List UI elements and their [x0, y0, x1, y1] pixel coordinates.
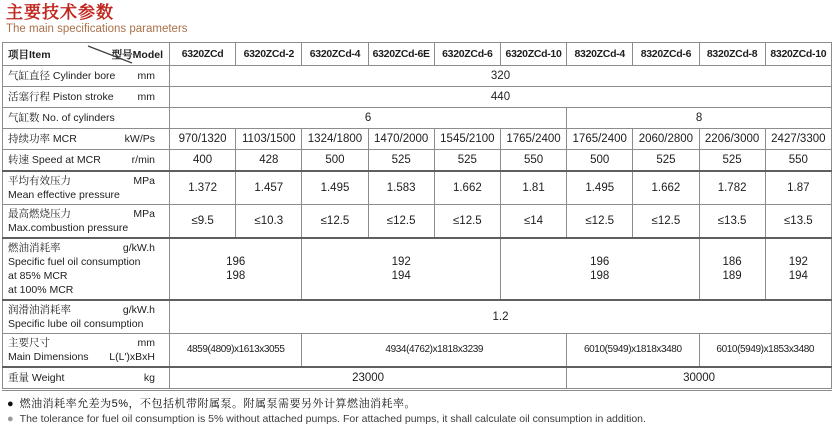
title-block — [2, 3, 832, 37]
footnote-zh — [7, 397, 832, 412]
value-cell: ≤14 — [500, 205, 566, 239]
row-label-cell — [3, 334, 170, 368]
spec-row — [3, 334, 832, 368]
value-cell: 8 — [567, 108, 832, 129]
spec-row — [3, 205, 832, 239]
value-cell: ≤10.3 — [236, 205, 302, 239]
value-cell: 30000 — [567, 367, 832, 390]
spec-row — [3, 367, 832, 390]
row-label-text: 重量 Weight — [8, 372, 65, 384]
value-cell: 2206/3000 — [699, 129, 765, 150]
row-unit: MPa — [133, 208, 155, 220]
row-label-cell — [3, 150, 170, 172]
value-cell: ≤12.5 — [302, 205, 368, 239]
row-unit: g/kW.h — [122, 242, 155, 254]
row-unit: g/kW.h — [122, 304, 155, 316]
value-cell: 1.2 — [170, 300, 832, 334]
spec-row — [3, 238, 832, 300]
footnotes — [2, 397, 832, 427]
value-cell: ≤13.5 — [699, 205, 765, 239]
value-cell: 1765/2400 — [500, 129, 566, 150]
value-cell: 23000 — [170, 367, 567, 390]
specifications-table — [2, 42, 832, 391]
value-cell: 2060/2800 — [633, 129, 699, 150]
row-label-text: 最高燃烧压力 — [8, 208, 71, 220]
value-cell: 400 — [170, 150, 236, 172]
value-cell: 1.583 — [368, 171, 434, 205]
value-cell: 1103/1500 — [236, 129, 302, 150]
value-cell: 550 — [765, 150, 831, 172]
value-cell: 1.495 — [567, 171, 633, 205]
value-cell: ≤12.5 — [368, 205, 434, 239]
value-cell: 196 198 — [170, 238, 302, 300]
value-cell: 1.495 — [302, 171, 368, 205]
spec-row — [3, 300, 832, 334]
value-cell: 1.457 — [236, 171, 302, 205]
row-label-text: 气缸直径 Cylinder bore — [8, 70, 116, 82]
value-cell: 525 — [368, 150, 434, 172]
row-label-text: Mean effective pressure — [8, 189, 120, 201]
value-cell: 6010(5949)x1853x3480 — [699, 334, 832, 368]
row-label-text: Main Dimensions — [8, 351, 89, 363]
value-cell: 192 194 — [765, 238, 831, 300]
spec-row — [3, 108, 832, 129]
value-cell: 500 — [567, 150, 633, 172]
row-label-text: at 100% MCR — [8, 284, 74, 296]
value-cell: 1545/2100 — [434, 129, 500, 150]
value-cell: 1.662 — [633, 171, 699, 205]
value-cell: 192 194 — [302, 238, 501, 300]
row-label-cell — [3, 171, 170, 205]
spec-row — [3, 129, 832, 150]
spec-row — [3, 150, 832, 172]
bullet-icon: ● — [7, 398, 14, 410]
value-cell: 525 — [434, 150, 500, 172]
model-column-header: 8320ZCd-8 — [699, 43, 765, 66]
value-cell: 1765/2400 — [567, 129, 633, 150]
value-cell: 500 — [302, 150, 368, 172]
row-unit: kg — [143, 372, 155, 384]
row-label-cell — [3, 238, 170, 300]
row-label-cell — [3, 87, 170, 108]
value-cell: ≤12.5 — [633, 205, 699, 239]
value-cell: 440 — [170, 87, 832, 108]
value-cell: 196 198 — [500, 238, 699, 300]
row-label-text: Specific fuel oil consumption — [8, 256, 141, 268]
row-unit: r/min — [131, 154, 155, 166]
row-label-text: at 85% MCR — [8, 270, 68, 282]
model-column-header: 8320ZCd-4 — [567, 43, 633, 66]
row-unit: kW/Ps — [124, 133, 155, 145]
row-unit: MPa — [133, 175, 155, 187]
row-label-cell — [3, 129, 170, 150]
row-unit: L(L')xBxH — [109, 351, 155, 363]
row-label-text: Max.combustion pressure — [8, 222, 129, 234]
value-cell: 6010(5949)x1818x3480 — [567, 334, 699, 368]
model-column-header: 6320ZCd-4 — [302, 43, 368, 66]
value-cell: 1.662 — [434, 171, 500, 205]
footnote-en — [7, 412, 832, 427]
footnote-text-zh: 燃油消耗率允差为5%，不包括机带附属泵。附属泵需要另外计算燃油消耗率。 — [19, 398, 417, 410]
model-column-header: 6320ZCd-6 — [434, 43, 500, 66]
value-cell: ≤9.5 — [170, 205, 236, 239]
footnote-text-en: The tolerance for fuel oil consumption is 5% without attached pumps. For attached pumps, it shall calculate oil consumption in addition. — [19, 413, 646, 425]
value-cell: ≤12.5 — [434, 205, 500, 239]
row-label-text: 润滑油消耗率 — [8, 304, 71, 316]
model-header-label: 型号Model — [111, 48, 163, 61]
model-column-header: 6320ZCd-6E — [368, 43, 434, 66]
value-cell: 1.372 — [170, 171, 236, 205]
value-cell: 1.81 — [500, 171, 566, 205]
spec-row — [3, 87, 832, 108]
value-cell: 1.87 — [765, 171, 831, 205]
model-column-header: 6320ZCd-2 — [236, 43, 302, 66]
value-cell: 186 189 — [699, 238, 765, 300]
row-label-text: 活塞行程 Piston stroke — [8, 91, 114, 103]
value-cell: ≤13.5 — [765, 205, 831, 239]
item-model-header-cell — [3, 43, 170, 66]
page-subtitle: The main specifications parameters — [6, 23, 188, 35]
row-label-cell — [3, 367, 170, 390]
value-cell: 1.782 — [699, 171, 765, 205]
value-cell: 970/1320 — [170, 129, 236, 150]
row-label-cell — [3, 205, 170, 239]
value-cell: 525 — [699, 150, 765, 172]
bullet-icon: ● — [7, 413, 14, 425]
value-cell: 4934(4762)x1818x3239 — [302, 334, 567, 368]
value-cell: 550 — [500, 150, 566, 172]
row-label-cell — [3, 300, 170, 334]
value-cell: 1470/2000 — [368, 129, 434, 150]
value-cell: 320 — [170, 66, 832, 87]
page-title: 主要技术参数 — [6, 3, 114, 22]
spec-row — [3, 171, 832, 205]
value-cell: 525 — [633, 150, 699, 172]
row-unit: mm — [137, 70, 155, 82]
model-column-header: 6320ZCd-10 — [500, 43, 566, 66]
row-unit: mm — [137, 337, 155, 349]
row-label-text: 持续功率 MCR — [8, 133, 77, 145]
row-unit: mm — [137, 91, 155, 103]
model-column-header: 6320ZCd — [170, 43, 236, 66]
row-label-text: 转速 Speed at MCR — [8, 154, 101, 166]
row-label-cell — [3, 66, 170, 87]
row-label-text: 燃油消耗率 — [8, 242, 61, 254]
row-label-text: Specific lube oil consumption — [8, 318, 144, 330]
row-label-cell — [3, 108, 170, 129]
model-column-header: 8320ZCd-6 — [633, 43, 699, 66]
model-column-header: 8320ZCd-10 — [765, 43, 831, 66]
row-label-text: 主要尺寸 — [8, 337, 50, 349]
table-header-row — [3, 43, 832, 66]
value-cell: 2427/3300 — [765, 129, 831, 150]
diagonal-divider-line — [3, 43, 170, 65]
value-cell: ≤12.5 — [567, 205, 633, 239]
value-cell: 6 — [170, 108, 567, 129]
value-cell: 1324/1800 — [302, 129, 368, 150]
value-cell: 4859(4809)x1613x3055 — [170, 334, 302, 368]
spec-row — [3, 66, 832, 87]
item-header-label: 项目Item — [8, 48, 51, 61]
row-label-text: 平均有效压力 — [8, 175, 71, 187]
row-label-text: 气缸数 No. of cylinders — [8, 112, 115, 124]
value-cell: 428 — [236, 150, 302, 172]
